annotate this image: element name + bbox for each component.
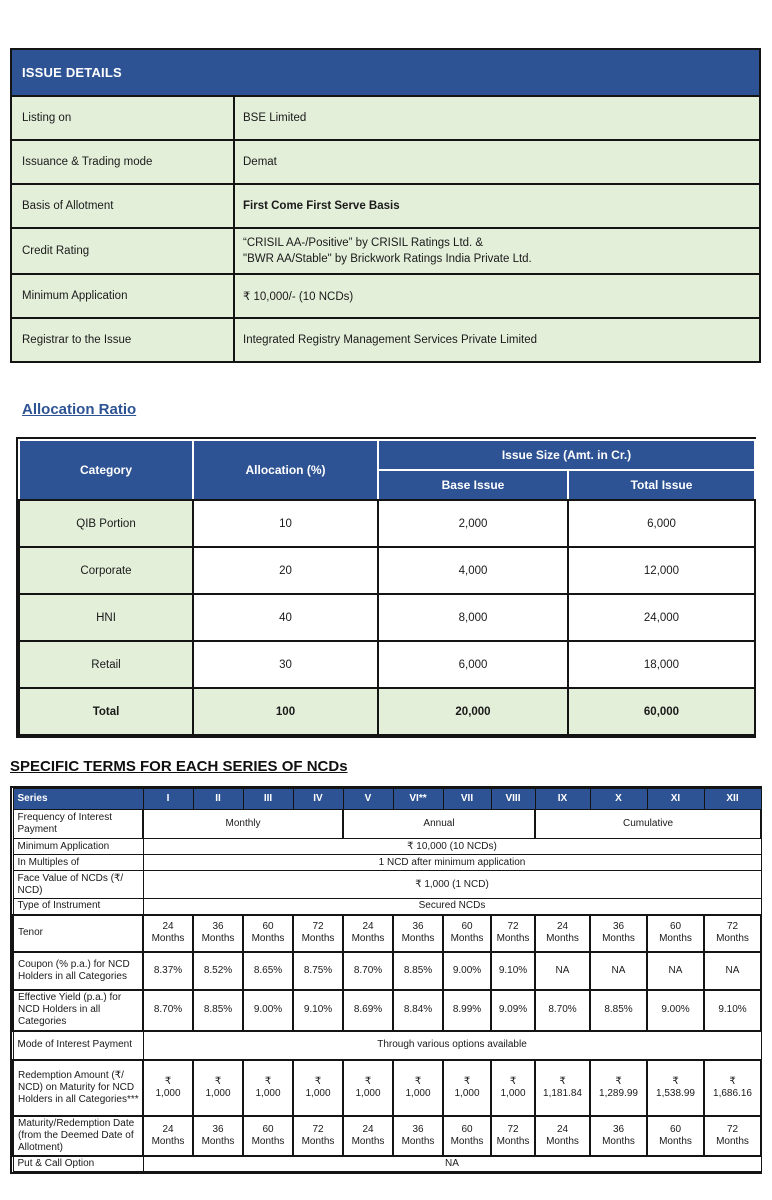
coupon-value: 8.52% <box>193 952 243 990</box>
redemption-amount: 1,000 <box>405 1087 431 1099</box>
redemption-label: Redemption Amount (₹/ NCD) on Maturity for NCD Holders in all Categories*** <box>13 1060 143 1116</box>
coupon-value: 8.65% <box>243 952 293 990</box>
allocation-table <box>18 439 756 736</box>
allocation-percent-cell: 40 <box>193 594 378 641</box>
redemption-value <box>491 1060 535 1116</box>
tenor-value <box>647 915 704 952</box>
allocation-row <box>19 594 755 641</box>
face-value-value: ₹ 1,000 (1 NCD) <box>143 871 761 899</box>
coupon-value: 8.37% <box>143 952 193 990</box>
tenor-value-line: Months <box>546 933 579 944</box>
allocation-header-row-1 <box>19 440 755 470</box>
redemption-currency: ₹ <box>729 1075 736 1087</box>
redemption-currency: ₹ <box>463 1075 471 1087</box>
effective-yield-value: 8.70% <box>535 990 590 1031</box>
frequency-label: Frequency of Interest Payment <box>13 810 143 839</box>
type-of-instrument-row <box>13 899 761 915</box>
maturity-redemption-date-value <box>535 1116 590 1156</box>
redemption-amount: 1,686.16 <box>713 1087 752 1099</box>
maturity-redemption-date-value <box>590 1116 647 1156</box>
series-header-1: I <box>143 789 193 810</box>
issue-details-title: ISSUE DETAILS <box>11 49 760 96</box>
coupon-value: 9.10% <box>491 952 535 990</box>
tenor-value <box>193 915 243 952</box>
column-header-total-issue: Total Issue <box>568 470 755 500</box>
tenor-row <box>13 915 761 952</box>
coupon-value: 9.00% <box>443 952 491 990</box>
redemption-currency: ₹ <box>509 1075 517 1087</box>
maturity-redemption-date-value-line: 72 <box>726 1123 739 1135</box>
tenor-value <box>443 915 491 952</box>
issue-details-header-row <box>11 49 760 96</box>
frequency-group-value: Monthly <box>143 810 343 839</box>
redemption-currency: ₹ <box>214 1075 222 1087</box>
allocation-total-issue-cell: 24,000 <box>568 594 755 641</box>
put-call-option-row <box>13 1156 761 1172</box>
tenor-value <box>143 915 193 952</box>
maturity-redemption-date-value-line: 72 <box>312 1123 324 1135</box>
maturity-redemption-date-value <box>393 1116 443 1156</box>
minimum-application-value: ₹ 10,000 (10 NCDs) <box>143 839 761 855</box>
coupon-value: 8.70% <box>343 952 393 990</box>
coupon-label: Coupon (% p.a.) for NCD Holders in all Categories <box>13 952 143 990</box>
maturity-redemption-date-value-line: Months <box>251 1135 285 1147</box>
tenor-value-line: Months <box>401 933 435 944</box>
effective-yield-value: 9.09% <box>491 990 535 1031</box>
redemption-currency: ₹ <box>164 1075 172 1087</box>
face-value-label: Face Value of NCDs (₹/ NCD) <box>13 871 143 899</box>
coupon-value: NA <box>535 952 590 990</box>
issue-details-label: Basis of Allotment <box>11 184 234 228</box>
coupon-value: NA <box>704 952 761 990</box>
allocation-row <box>19 547 755 594</box>
coupon-row <box>13 952 761 990</box>
redemption-amount: 1,000 <box>305 1087 331 1099</box>
type-of-instrument-value: Secured NCDs <box>143 899 761 915</box>
maturity-redemption-date-value <box>704 1116 761 1156</box>
redemption-value <box>193 1060 243 1116</box>
maturity-redemption-date-value-line: Months <box>401 1135 435 1147</box>
issue-details-value: Demat <box>234 140 760 184</box>
allocation-row <box>19 688 755 735</box>
series-header-label: Series <box>13 789 143 810</box>
effective-yield-value: 9.00% <box>243 990 293 1031</box>
redemption-currency: ₹ <box>264 1075 272 1087</box>
frequency-row <box>13 810 761 839</box>
redemption-value <box>343 1060 393 1116</box>
allocation-row <box>19 500 755 547</box>
tenor-value-line: Months <box>301 933 335 944</box>
maturity-redemption-date-value-line: Months <box>450 1135 484 1147</box>
tenor-value-line: 72 <box>507 921 519 932</box>
tenor-value-line: 36 <box>212 921 224 932</box>
maturity-redemption-date-value-line: 36 <box>212 1123 224 1135</box>
coupon-value: 8.75% <box>293 952 343 990</box>
specific-terms-table <box>12 788 762 1172</box>
maturity-redemption-date-value-line: Months <box>659 1135 692 1147</box>
redemption-value <box>143 1060 193 1116</box>
allocation-base-issue-cell: 20,000 <box>378 688 568 735</box>
minimum-application-label: Minimum Application <box>13 839 143 855</box>
series-header-5: V <box>343 789 393 810</box>
maturity-redemption-date-label: Maturity/Redemption Date (from the Deemed Date of Allotment) <box>13 1116 143 1156</box>
minimum-application-row <box>13 839 761 855</box>
redemption-amount: 1,000 <box>155 1087 181 1099</box>
allocation-base-issue-cell: 2,000 <box>378 500 568 547</box>
redemption-amount: 1,000 <box>255 1087 281 1099</box>
maturity-redemption-date-value <box>143 1116 193 1156</box>
maturity-redemption-date-value-line: 36 <box>612 1123 625 1135</box>
issue-details-value: Integrated Registry Management Services Private Limited <box>234 318 760 362</box>
allocation-percent-cell: 10 <box>193 500 378 547</box>
allocation-ratio-heading: Allocation Ratio <box>22 401 137 418</box>
maturity-redemption-date-value-line: Months <box>546 1135 579 1147</box>
redemption-value <box>647 1060 704 1116</box>
issue-details-label: Issuance & Trading mode <box>11 140 234 184</box>
redemption-currency: ₹ <box>364 1075 372 1087</box>
allocation-category-cell: Retail <box>19 641 193 688</box>
redemption-row <box>13 1060 761 1116</box>
maturity-redemption-date-value-line: 24 <box>362 1123 374 1135</box>
maturity-redemption-date-value-line: 36 <box>412 1123 424 1135</box>
series-header-11: XI <box>647 789 704 810</box>
specific-terms-table-border <box>10 786 762 1174</box>
allocation-total-issue-cell: 60,000 <box>568 688 755 735</box>
issue-details-row <box>11 318 760 362</box>
coupon-value: 8.85% <box>393 952 443 990</box>
in-multiples-value: 1 NCD after minimum application <box>143 855 761 871</box>
allocation-category-cell: QIB Portion <box>19 500 193 547</box>
effective-yield-value: 8.70% <box>143 990 193 1031</box>
maturity-redemption-date-value <box>647 1116 704 1156</box>
tenor-value-line: Months <box>351 933 385 944</box>
allocation-base-issue-cell: 6,000 <box>378 641 568 688</box>
frequency-group-value: Annual <box>343 810 535 839</box>
issue-details-label: Listing on <box>11 96 234 140</box>
maturity-redemption-date-value <box>443 1116 491 1156</box>
maturity-redemption-date-value <box>343 1116 393 1156</box>
issue-details-row <box>11 96 760 140</box>
maturity-redemption-date-value <box>293 1116 343 1156</box>
tenor-value-line: Months <box>251 933 285 944</box>
redemption-amount: 1,289.99 <box>599 1087 638 1099</box>
redemption-currency: ₹ <box>314 1075 322 1087</box>
redemption-currency: ₹ <box>615 1075 622 1087</box>
coupon-value: NA <box>590 952 647 990</box>
effective-yield-row <box>13 990 761 1031</box>
maturity-redemption-date-value-line: 24 <box>556 1123 569 1135</box>
effective-yield-value: 8.85% <box>590 990 647 1031</box>
tenor-value <box>704 915 761 952</box>
allocation-total-issue-cell: 6,000 <box>568 500 755 547</box>
maturity-redemption-date-value-line: 24 <box>162 1123 174 1135</box>
issue-details-row <box>11 184 760 228</box>
maturity-redemption-date-value-line: Months <box>151 1135 185 1147</box>
coupon-value: NA <box>647 952 704 990</box>
allocation-category-cell: Corporate <box>19 547 193 594</box>
tenor-value <box>535 915 590 952</box>
maturity-redemption-date-value <box>193 1116 243 1156</box>
issue-details-value-line: “CRISIL AA-/Positive” by CRISIL Ratings Ltd. & <box>243 237 484 249</box>
frequency-group-value: Cumulative <box>535 810 761 839</box>
series-header-8: VIII <box>491 789 535 810</box>
issue-details-label: Credit Rating <box>11 228 234 274</box>
series-header-4: IV <box>293 789 343 810</box>
allocation-category-cell: HNI <box>19 594 193 641</box>
tenor-value <box>293 915 343 952</box>
maturity-redemption-date-value-line: Months <box>496 1135 530 1147</box>
effective-yield-value: 9.10% <box>293 990 343 1031</box>
maturity-redemption-date-value <box>491 1116 535 1156</box>
redemption-amount: 1,000 <box>454 1087 480 1099</box>
column-header-issue-size: Issue Size (Amt. in Cr.) <box>378 440 755 470</box>
specific-terms-heading: SPECIFIC TERMS FOR EACH SERIES OF NCDs <box>10 758 348 775</box>
redemption-amount: 1,000 <box>205 1087 231 1099</box>
tenor-value-line: 60 <box>262 921 274 932</box>
redemption-value <box>293 1060 343 1116</box>
tenor-value <box>393 915 443 952</box>
column-header-category: Category <box>19 440 193 500</box>
allocation-table-border <box>16 437 756 738</box>
type-of-instrument-label: Type of Instrument <box>13 899 143 915</box>
redemption-currency: ₹ <box>414 1075 422 1087</box>
issue-details-value <box>234 228 760 274</box>
mode-of-interest-payment-row <box>13 1031 761 1060</box>
tenor-value-line: Months <box>496 933 530 944</box>
effective-yield-value: 8.84% <box>393 990 443 1031</box>
redemption-currency: ₹ <box>559 1075 566 1087</box>
tenor-value <box>590 915 647 952</box>
allocation-percent-cell: 20 <box>193 547 378 594</box>
issue-details-value: First Come First Serve Basis <box>234 184 760 228</box>
maturity-redemption-date-value-line: Months <box>201 1135 235 1147</box>
maturity-redemption-date-value-line: Months <box>716 1135 749 1147</box>
effective-yield-value: 8.99% <box>443 990 491 1031</box>
tenor-value-line: 36 <box>412 921 424 932</box>
tenor-label: Tenor <box>13 915 143 952</box>
maturity-redemption-date-value-line: 72 <box>507 1123 519 1135</box>
tenor-value-line: 60 <box>461 921 473 932</box>
redemption-amount: 1,181.84 <box>543 1087 582 1099</box>
column-header-base-issue: Base Issue <box>378 470 568 500</box>
redemption-value <box>590 1060 647 1116</box>
tenor-value-line: 24 <box>162 921 174 932</box>
allocation-base-issue-cell: 4,000 <box>378 547 568 594</box>
series-header-3: III <box>243 789 293 810</box>
allocation-total-issue-cell: 18,000 <box>568 641 755 688</box>
allocation-total-issue-cell: 12,000 <box>568 547 755 594</box>
maturity-redemption-date-value <box>243 1116 293 1156</box>
maturity-redemption-date-value-line: 60 <box>461 1123 473 1135</box>
redemption-amount: 1,000 <box>355 1087 381 1099</box>
redemption-value <box>535 1060 590 1116</box>
series-header-10: X <box>590 789 647 810</box>
issue-details-row <box>11 140 760 184</box>
mode-of-interest-payment-value: Through various options available <box>143 1031 761 1060</box>
allocation-category-cell: Total <box>19 688 193 735</box>
tenor-value-line: 24 <box>556 921 569 932</box>
redemption-amount: 1,538.99 <box>656 1087 695 1099</box>
effective-yield-value: 9.10% <box>704 990 761 1031</box>
tenor-value-line: 72 <box>312 921 324 932</box>
redemption-value <box>704 1060 761 1116</box>
redemption-value <box>443 1060 491 1116</box>
allocation-base-issue-cell: 8,000 <box>378 594 568 641</box>
maturity-redemption-date-row <box>13 1116 761 1156</box>
effective-yield-label: Effective Yield (p.a.) for NCD Holders in all Categories <box>13 990 143 1031</box>
tenor-value-line: Months <box>602 933 635 944</box>
put-call-option-label: Put & Call Option <box>13 1156 143 1172</box>
mode-of-interest-payment-label: Mode of Interest Payment <box>13 1031 143 1060</box>
tenor-value-line: 36 <box>612 921 625 932</box>
put-call-option-value: NA <box>143 1156 761 1172</box>
series-header-6: VI** <box>393 789 443 810</box>
issue-details-value-line: "BWR AA/Stable" by Brickwork Ratings India Private Ltd. <box>243 253 532 265</box>
allocation-percent-cell: 30 <box>193 641 378 688</box>
maturity-redemption-date-value-line: Months <box>351 1135 385 1147</box>
maturity-redemption-date-value-line: 60 <box>262 1123 274 1135</box>
tenor-value <box>243 915 293 952</box>
face-value-row <box>13 871 761 899</box>
tenor-value-line: Months <box>450 933 484 944</box>
tenor-value-line: 72 <box>726 921 739 932</box>
tenor-value-line: Months <box>716 933 749 944</box>
tenor-value-line: 60 <box>669 921 682 932</box>
series-header-9: IX <box>535 789 590 810</box>
tenor-value <box>491 915 535 952</box>
tenor-value <box>343 915 393 952</box>
tenor-value-line: Months <box>201 933 235 944</box>
redemption-value <box>243 1060 293 1116</box>
maturity-redemption-date-value-line: Months <box>602 1135 635 1147</box>
issue-details-label: Minimum Application <box>11 274 234 318</box>
tenor-value-line: Months <box>659 933 692 944</box>
series-header-12: XII <box>704 789 761 810</box>
allocation-row <box>19 641 755 688</box>
tenor-value-line: Months <box>151 933 185 944</box>
issue-details-value: BSE Limited <box>234 96 760 140</box>
maturity-redemption-date-value-line: 60 <box>669 1123 682 1135</box>
column-header-allocation: Allocation (%) <box>193 440 378 500</box>
maturity-redemption-date-value-line: Months <box>301 1135 335 1147</box>
issue-details-row <box>11 274 760 318</box>
effective-yield-value: 8.85% <box>193 990 243 1031</box>
series-header-row <box>13 789 761 810</box>
issue-details-label: Registrar to the Issue <box>11 318 234 362</box>
series-header-7: VII <box>443 789 491 810</box>
series-header-2: II <box>193 789 243 810</box>
effective-yield-value: 9.00% <box>647 990 704 1031</box>
effective-yield-value: 8.69% <box>343 990 393 1031</box>
issue-details-table <box>10 48 761 363</box>
issue-details-value: ₹ 10,000/- (10 NCDs) <box>234 274 760 318</box>
tenor-value-line: 24 <box>362 921 374 932</box>
issue-details-row <box>11 228 760 274</box>
allocation-percent-cell: 100 <box>193 688 378 735</box>
redemption-currency: ₹ <box>672 1075 679 1087</box>
redemption-amount: 1,000 <box>500 1087 526 1099</box>
in-multiples-row <box>13 855 761 871</box>
redemption-value <box>393 1060 443 1116</box>
in-multiples-label: In Multiples of <box>13 855 143 871</box>
